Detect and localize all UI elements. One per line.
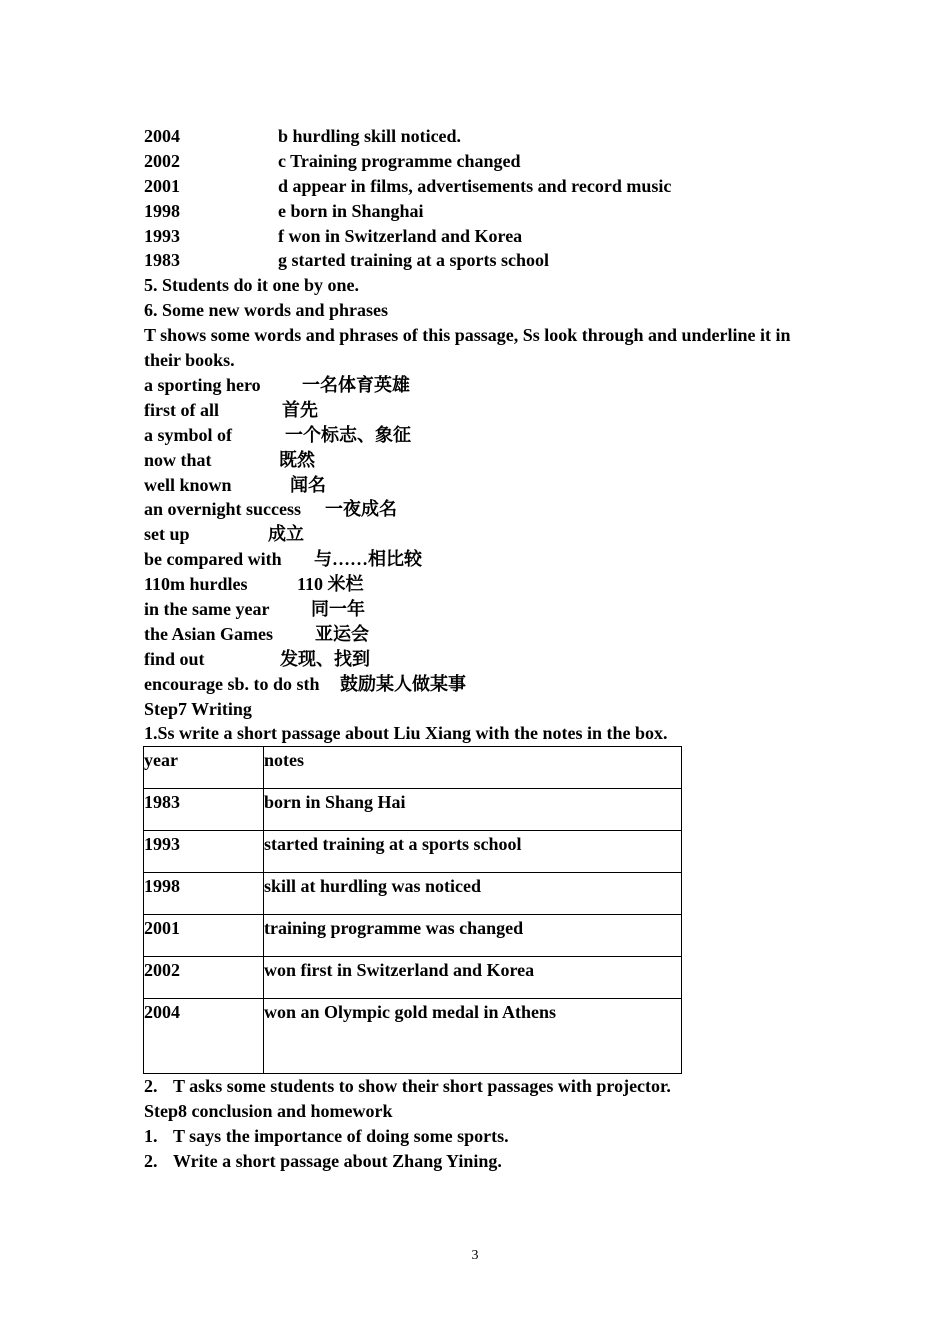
step7-task: 1.Ss write a short passage about Liu Xiang with the notes in the box. — [144, 723, 668, 744]
phrase-cn: 鼓励某人做某事 — [340, 673, 466, 694]
phrase-cn: 一个标志、象征 — [285, 424, 411, 445]
item-number: 1. — [144, 1125, 158, 1146]
item-text: Write a short passage about Zhang Yining. — [173, 1150, 502, 1171]
phrase-cn: 亚运会 — [315, 623, 369, 644]
phrase-cn: 与……相比较 — [314, 549, 422, 570]
timeline-year: 2001 — [144, 175, 180, 196]
table-header-row — [144, 747, 682, 789]
table-header-notes: notes — [264, 747, 682, 789]
timeline-row — [144, 174, 824, 199]
phrase-cn: 一名体育英雄 — [302, 374, 410, 395]
timeline-row — [144, 248, 824, 273]
step7-item — [144, 1074, 824, 1099]
phrase-row — [144, 398, 824, 423]
phrase-en: be compared with — [144, 549, 282, 570]
phrase-row — [144, 473, 824, 498]
table-cell-note: won an Olympic gold medal in Athens — [264, 999, 682, 1074]
phrase-row — [144, 622, 824, 647]
phrase-en: a sporting hero — [144, 374, 261, 395]
table-cell-note: started training at a sports school — [264, 831, 682, 873]
phrase-row — [144, 522, 824, 547]
table-cell-year: 2001 — [144, 915, 264, 957]
table-row — [144, 831, 682, 873]
table-cell-year: 2002 — [144, 957, 264, 999]
phrase-en: well known — [144, 474, 232, 495]
phrase-en: the Asian Games — [144, 623, 274, 644]
phrase-en: 110m hurdles — [144, 574, 248, 595]
table-row — [144, 999, 682, 1074]
timeline-text: g started training at a sports school — [278, 250, 549, 271]
table-cell-year: 1998 — [144, 873, 264, 915]
phrase-en: an overnight success — [144, 499, 301, 520]
step7-heading: Step7 Writing — [144, 698, 252, 719]
phrase-en: find out — [144, 648, 205, 669]
item-number: 2. — [144, 1076, 158, 1096]
step8-heading: Step8 conclusion and homework — [144, 1100, 393, 1121]
phrase-row — [144, 597, 824, 622]
table-cell-note: won first in Switzerland and Korea — [264, 957, 682, 999]
step6-heading: 6. Some new words and phrases — [144, 300, 389, 321]
phrase-cn: 110 米栏 — [297, 574, 364, 595]
item-number: 2. — [144, 1150, 158, 1171]
table-header-year: year — [144, 747, 264, 789]
phrase-en: set up — [144, 524, 190, 545]
phrase-cn: 既然 — [279, 449, 315, 470]
phrase-row — [144, 448, 824, 473]
timeline-row — [144, 124, 824, 149]
notes-table — [143, 746, 682, 1074]
table-row — [144, 789, 682, 831]
table-row — [144, 873, 682, 915]
phrase-cn: 闻名 — [290, 474, 326, 495]
phrase-row — [144, 373, 824, 398]
timeline-year: 1993 — [144, 225, 180, 246]
phrase-cn: 同一年 — [311, 598, 365, 619]
step8-item — [144, 1124, 824, 1149]
phrase-en: encourage sb. to do sth — [144, 673, 320, 694]
timeline-row — [144, 199, 824, 224]
phrase-row — [144, 672, 824, 697]
content-block-top — [144, 124, 824, 746]
page-number: 3 — [471, 1248, 479, 1263]
phrase-en: a symbol of — [144, 424, 233, 445]
phrase-cn: 发现、找到 — [280, 648, 370, 669]
phrase-cn: 首先 — [282, 399, 318, 420]
phrase-row — [144, 647, 824, 672]
timeline-row — [144, 149, 824, 174]
table-cell-note: training programme was changed — [264, 915, 682, 957]
step5-text: 5. Students do it one by one. — [144, 275, 360, 296]
phrase-en: in the same year — [144, 598, 270, 619]
timeline-year: 1998 — [144, 200, 180, 221]
content-block-bottom — [144, 1074, 824, 1174]
timeline-year: 2004 — [144, 126, 180, 146]
phrase-row — [144, 547, 824, 572]
timeline-text: f won in Switzerland and Korea — [278, 225, 523, 246]
table-cell-year: 2004 — [144, 999, 264, 1074]
timeline-year: 1983 — [144, 250, 180, 271]
step8-item — [144, 1149, 824, 1174]
table-row — [144, 915, 682, 957]
timeline-text: c Training programme changed — [278, 150, 521, 171]
instruction-paragraph: T shows some words and phrases of this passage, Ss look through and underline it in their books. — [144, 325, 791, 371]
phrase-cn: 成立 — [268, 524, 304, 545]
phrase-row — [144, 497, 824, 522]
phrase-en: first of all — [144, 399, 219, 420]
phrase-row — [144, 423, 824, 448]
table-row — [144, 957, 682, 999]
table-cell-year: 1993 — [144, 831, 264, 873]
table-cell-note: skill at hurdling was noticed — [264, 873, 682, 915]
timeline-text: e born in Shanghai — [278, 200, 424, 221]
timeline-year: 2002 — [144, 150, 180, 171]
timeline-text: d appear in films, advertisements and record music — [278, 175, 672, 196]
item-text: T asks some students to show their short passages with projector. — [173, 1076, 671, 1096]
table-cell-note: born in Shang Hai — [264, 789, 682, 831]
table-cell-year: 1983 — [144, 789, 264, 831]
phrase-row — [144, 572, 824, 597]
phrase-cn: 一夜成名 — [325, 499, 397, 520]
phrase-en: now that — [144, 449, 212, 470]
timeline-row — [144, 224, 824, 249]
timeline-text: b hurdling skill noticed. — [278, 126, 462, 146]
item-text: T says the importance of doing some sports. — [173, 1125, 509, 1146]
